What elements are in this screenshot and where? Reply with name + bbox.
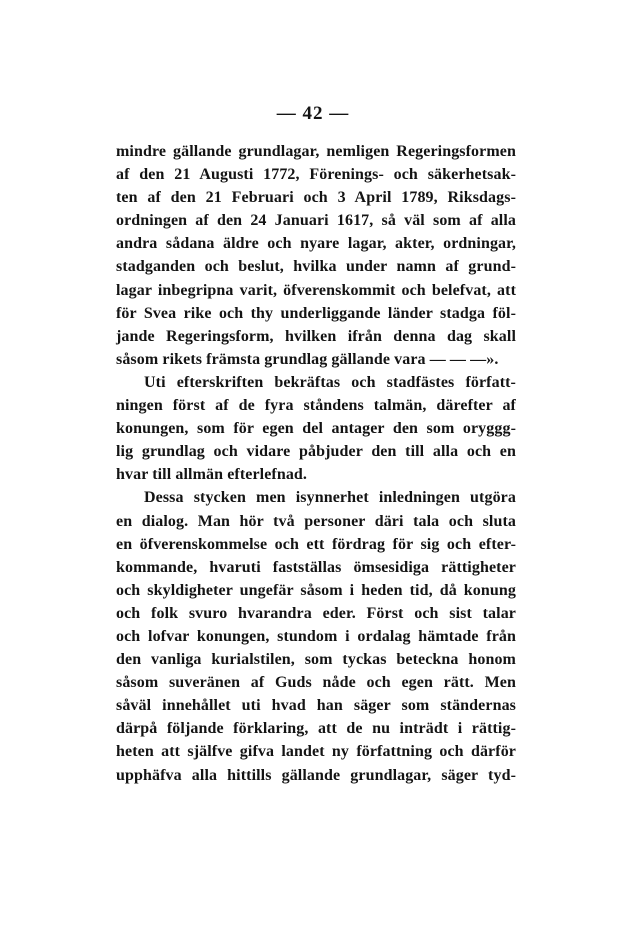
text-line: och lofvar konungen, stundom i ordalag hämtade från [116,627,516,645]
text-line: den vanliga kurialstilen, som tyckas beteckna honom [116,651,516,669]
text-line: kommande, hvaruti fastställas ömsesidiga rättigheter [116,558,516,576]
text-line: heten att själfve gifva landet ny författning och därför [116,743,516,761]
text-line: upphäfva alla hittills gällande grundlagar, säger tyd- [116,766,516,784]
text-line: ordningen af den 24 Januari 1617, så väl som af alla [116,212,516,230]
text-line: Dessa stycken men isynnerhet inledningen utgöra [144,489,516,507]
text-line: stadganden och beslut, hvilka under namn af grund- [116,258,516,276]
text-line: ten af den 21 Februari och 3 April 1789, Riksdags- [116,189,516,207]
text-line: en öfverenskommelse och ett fördrag för sig och efter- [116,535,516,553]
text-line: andra sådana äldre och nyare lagar, akter, ordningar, [116,235,516,253]
text-line: konungen, som för egen del antager den som oryggg- [116,420,516,438]
text-line: såsom suveränen af Guds nåde och egen rätt. Men [116,674,516,692]
text-line: ningen först af de fyra ståndens talmän, därefter af [116,397,516,415]
text-line: hvar till allmän efterlefnad. [116,466,308,484]
text-line: därpå följande förklaring, att de nu inträdt i rättig- [116,720,516,738]
text-line: och folk svuro hvarandra eder. Först och sist talar [116,604,516,622]
text-line: såväl innehållet uti hvad han säger som ständernas [116,697,516,715]
text-line: mindre gällande grundlagar, nemligen Regeringsformen [116,143,516,160]
text-line: lagar inbegripna varit, öfverenskommit och belefvat, att [116,281,516,299]
text-line: jande Regeringsform, hvilken ifrån denna dag skall [116,327,516,345]
text-line: af den 21 Augusti 1772, Förenings- och säkerhetsak- [116,166,516,184]
text-line: och skyldigheter ungefär såsom i heden tid, då konung [116,581,516,599]
text-line: såsom rikets främsta grundlag gällande vara — — —». [116,350,499,368]
text-line: en dialog. Man hör två personer däri tala och sluta [116,512,516,530]
text-line: för Svea rike och thy underliggande länder stadga föl- [116,304,516,322]
text-line: lig grundlag och vidare påbjuder den till alla och en [116,443,516,461]
page-number: — 42 — [276,103,350,124]
text-line: Uti efterskriften bekräftas och stadfästes författ- [144,373,516,391]
body-text [116,140,516,787]
